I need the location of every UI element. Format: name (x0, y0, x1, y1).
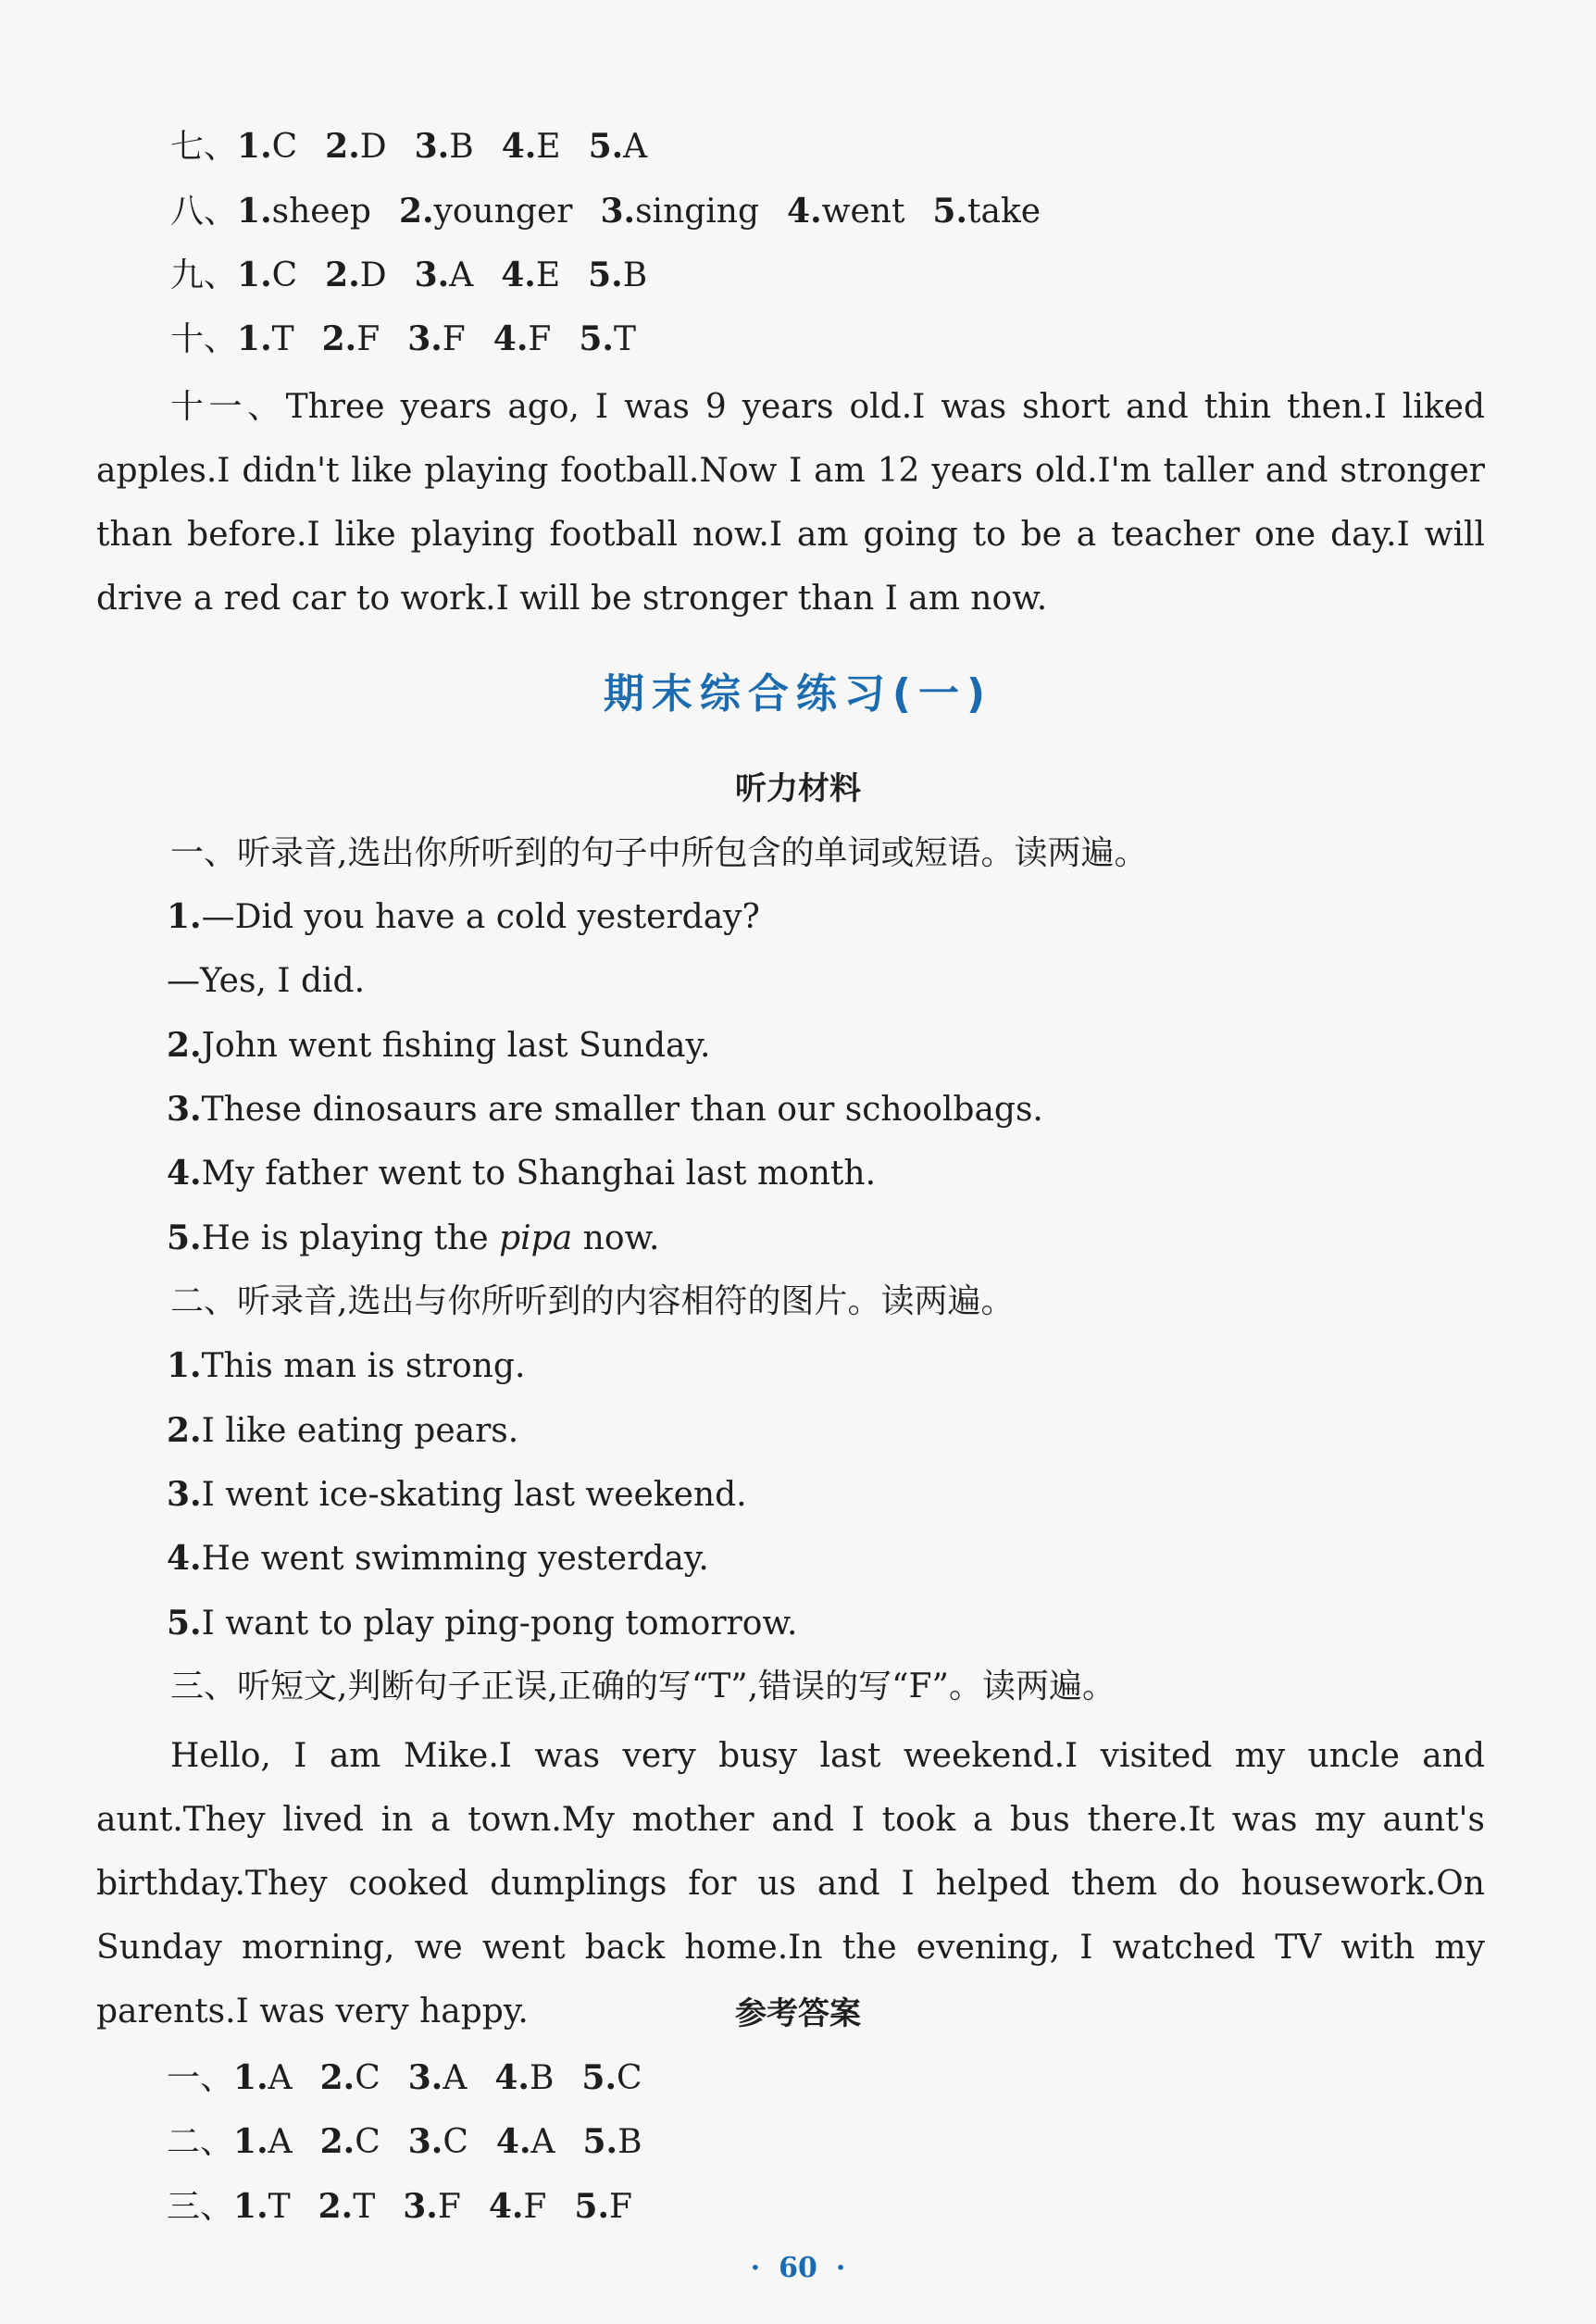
list-item: 1.—Did you have a cold yesterday? (167, 897, 760, 936)
list-item: 1.This man is strong. (167, 1346, 526, 1385)
answer-row: 一、1.A 2.C 3.A 4.B 5.C (167, 2058, 642, 2097)
answer-row: 七、1.C 2.D 3.B 4.E 5.A (170, 127, 648, 166)
answer-row: 九、1.C 2.D 3.A 4.E 5.B (170, 256, 648, 294)
part1-instruction: 一、听录音,选出你所听到的句子中所包含的单词或短语。读两遍。 (170, 834, 1148, 872)
list-item: —Yes, I did. (167, 962, 366, 1000)
answer-heading: 参考答案 (735, 1995, 861, 2032)
page-number: · 60 · (750, 2252, 846, 2284)
writing-paragraph: 十一、Three years ago, I was 9 years old.I was short and thin then.I liked apples.I didn't like playing football.Now I am 12 years old.I'm taller and stronger than before.I like playing football now.I am going to be a teacher one day.I will drive a red car to work.I will be stronger than I am now. (96, 388, 1485, 618)
part3-instruction: 三、听短文,判断句子正误,正确的写“T”,错误的写“F”。读两遍。 (170, 1668, 1116, 1706)
answer-row: 二、1.A 2.C 3.C 4.A 5.B (167, 2122, 642, 2161)
answer-row: 十、1.T 2.F 3.F 4.F 5.T (170, 319, 636, 358)
list-item: 4.My father went to Shanghai last month. (167, 1154, 877, 1193)
exam-title: 期末综合练习(一) (603, 670, 993, 718)
list-item: 2.John went fishing last Sunday. (167, 1026, 711, 1065)
list-item: 5.I want to play ping-pong tomorrow. (167, 1604, 798, 1643)
listening-passage: Hello, I am Mike.I was very busy last weekend.I visited my uncle and aunt.They lived in a town.My mother and I took a bus there.It was my aunt's birthday.They cooked dumplings for us and I helped them do housework.On Sunday morning, we went back home.In the evening, I watched TV with my parents.I was very happy. (96, 1737, 1485, 2030)
list-item: 5.He is playing the pipa now. (167, 1218, 660, 1257)
part2-instruction: 二、听录音,选出与你所听到的内容相符的图片。读两遍。 (170, 1282, 1015, 1320)
list-item: 4.He went swimming yesterday. (167, 1539, 709, 1578)
answer-row: 三、1.T 2.T 3.F 4.F 5.F (167, 2187, 632, 2226)
answer-row: 八、1.sheep 2.younger 3.singing 4.went 5.take (170, 192, 1041, 231)
list-item: 2.I like eating pears. (167, 1411, 519, 1450)
list-item: 3.I went ice-skating last weekend. (167, 1475, 747, 1514)
list-item: 3.These dinosaurs are smaller than our schoolbags. (167, 1090, 1043, 1129)
listening-heading: 听力材料 (735, 770, 861, 807)
